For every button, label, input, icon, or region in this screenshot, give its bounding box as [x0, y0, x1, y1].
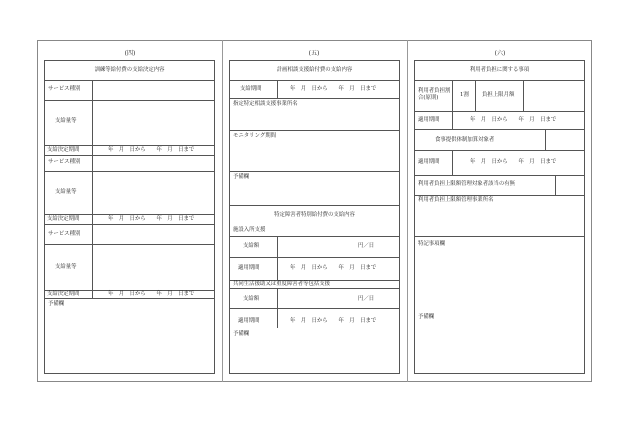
burden-cap-label: 負担上限月額 — [482, 92, 515, 98]
section-training-benefits — [44, 60, 215, 374]
yen-per-day: 円／日 — [358, 243, 375, 249]
burden-ratio-value: 1割 — [460, 92, 469, 98]
facility-support-label: 施設入所支援 — [233, 227, 266, 233]
service-type-label: サービス種別 — [48, 231, 81, 237]
service-type-label: サービス種別 — [48, 159, 81, 165]
applicable-period-label: 適用期間 — [238, 265, 260, 271]
section-user-burden — [414, 60, 585, 374]
applicable-period-label: 適用期間 — [238, 318, 260, 324]
section-caption: (六) — [494, 50, 506, 57]
payment-amount-label: 支給額 — [243, 296, 260, 302]
applicable-period-value: 年 月 日から 年 月 日まで — [290, 318, 377, 324]
supply-amount-label: 支給量等 — [55, 118, 77, 124]
payment-amount-label: 支給額 — [243, 243, 260, 249]
decision-period-value: 年 月 日から 年 月 日まで — [108, 216, 195, 222]
section-caption: (五) — [308, 50, 320, 57]
applicable-period-label: 適用期間 — [418, 159, 440, 165]
remarks-label: 予備欄 — [233, 331, 250, 337]
cap-mgmt-office-label: 利用者負担上限額管理事業所名 — [418, 197, 494, 203]
section-title: 利用者負担に関する事項 — [469, 67, 530, 73]
designated-office-label: 指定特定相談支援事業所名 — [233, 101, 298, 107]
decision-period-label: 支給決定期間 — [47, 147, 80, 153]
applicable-period-value: 年 月 日から 年 月 日まで — [470, 117, 557, 123]
decision-period-label: 支給決定期間 — [47, 291, 80, 297]
payment-period-label: 支給期間 — [240, 86, 262, 92]
monitoring-period-label: モニタリング期間 — [233, 133, 277, 139]
section-plan-consultation — [229, 60, 400, 374]
supply-amount-label: 支給量等 — [55, 264, 77, 270]
burden-ratio-label: 利用者負担割合(原則) — [418, 88, 451, 101]
yen-per-day: 円／日 — [358, 296, 375, 302]
applicable-period-value: 年 月 日から 年 月 日まで — [470, 159, 557, 165]
remarks-label: 予備欄 — [48, 301, 65, 307]
section-title: 計画相談支援給付費の支給内容 — [276, 67, 353, 73]
applicable-period-value: 年 月 日から 年 月 日まで — [290, 265, 377, 271]
service-type-label: サービス種別 — [48, 86, 81, 92]
cap-mgmt-target-label: 利用者負担上限額管理対象者該当の有無 — [418, 181, 516, 187]
decision-period-value: 年 月 日から 年 月 日まで — [108, 147, 195, 153]
decision-period-label: 支給決定期間 — [47, 216, 80, 222]
notes-label: 特記事項欄 — [418, 241, 445, 247]
column-divider — [407, 40, 408, 382]
section-caption: (四) — [124, 50, 136, 57]
group-home-label: 共同生活援助又は重度障害者等包括支援 — [233, 281, 331, 287]
special-benefit-title: 特定障害者特別給付費の支給内容 — [274, 212, 355, 218]
payment-period-value: 年 月 日から 年 月 日まで — [290, 86, 377, 92]
remarks-label: 予備欄 — [233, 174, 250, 180]
section-title: 訓練等給付費の支給決定内容 — [94, 67, 165, 73]
applicable-period-label: 適用期間 — [418, 117, 440, 123]
supply-amount-label: 支給量等 — [55, 189, 77, 195]
decision-period-value: 年 月 日から 年 月 日まで — [108, 291, 195, 297]
column-divider — [222, 40, 223, 382]
remarks-label: 予備欄 — [418, 314, 435, 320]
meal-target-label: 食事提供体制加算対象者 — [435, 137, 495, 143]
